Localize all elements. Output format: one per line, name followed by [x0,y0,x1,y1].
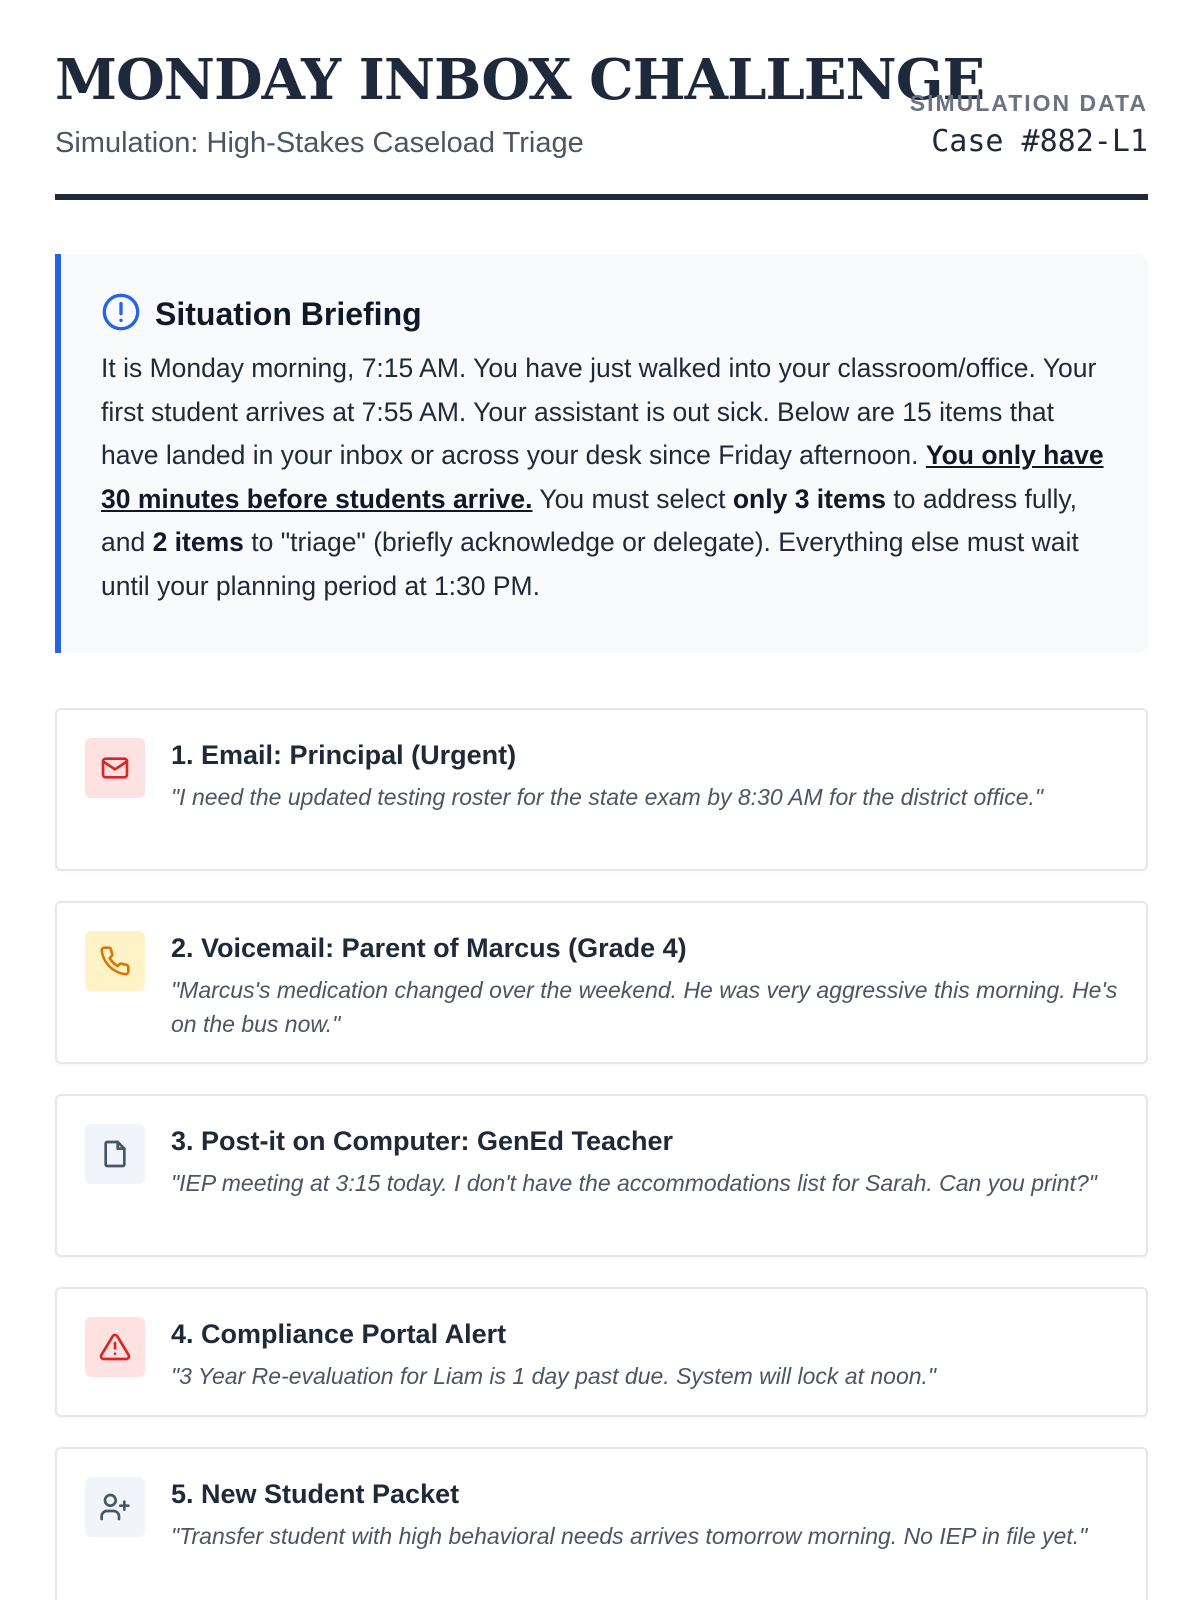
simulation-data-label: SIMULATION DATA [909,90,1148,116]
info-icon [101,292,141,337]
item-quote: "Marcus's medication changed over the weekend. He was very aggressive this morning. He's on the bus now." [171,977,1118,1037]
item-quote: "I need the updated testing roster for the state exam by 8:30 AM for the district office." [171,784,1044,810]
item-quote: "3 Year Re-evaluation for Liam is 1 day past due. System will lock at noon." [171,1363,937,1389]
briefing-text-part-3: to address fully, and [101,483,1078,557]
item-title: 3. Post-it on Computer: GenEd Teacher [171,1126,674,1156]
inbox-item-principal-email[interactable] [55,708,1148,871]
briefing-text-part-1: It is Monday morning, 7:15 AM. You have just walked into your classroom/office. Your first student arrives at 7:55 AM. Your assistant is out sick. Below are 15 items that have landed in your inbox or across your desk since Friday afternoon. [101,353,1097,470]
briefing-text [101,347,1112,608]
page-title: MONDAY INBOX CHALLENGE [55,47,985,113]
item-icon-badge [85,738,145,798]
page [55,0,1148,1549]
inbox-item-compliance-alert[interactable] [55,1287,1148,1417]
inbox-item-parent-voicemail[interactable] [55,901,1148,1064]
header-divider [55,194,1148,200]
item-icon-badge [85,1477,145,1537]
inbox-item-gened-postit[interactable] [55,1094,1148,1257]
item-title: 5. New Student Packet [171,1479,460,1509]
inbox-item-new-student-packet[interactable] [55,1447,1148,1600]
item-title: 4. Compliance Portal Alert [171,1319,507,1349]
briefing-text-part-2: You must select [532,483,733,514]
item-quote: "IEP meeting at 3:15 today. I don't have the accommodations list for Sarah. Can you print?" [171,1170,1097,1196]
case-id: Case #882-L1 [931,124,1148,159]
item-title: 2. Voicemail: Parent of Marcus (Grade 4) [171,933,687,963]
briefing-bold-full-items: only 3 items [732,483,887,514]
header [55,0,1148,200]
briefing-emphasis: You only have 30 minutes before students arrive. [101,440,1104,514]
mail-icon [99,752,131,784]
alert-triangle-icon [99,1331,131,1363]
briefing-bold-triage-items: 2 items [152,527,244,557]
briefing-title: Situation Briefing [155,295,422,332]
briefing-text-part-4: to "triage" (briefly acknowledge or delegate). Everything else must wait until your planning period at 1:30 PM. [101,527,1079,601]
user-plus-icon [99,1491,131,1523]
item-quote: "Transfer student with high behavioral needs arrives tomorrow morning. No IEP in file yet." [171,1523,1088,1549]
note-icon [99,1138,131,1170]
page-subtitle: Simulation: High-Stakes Caseload Triage [55,127,584,159]
item-icon-badge [85,1317,145,1377]
situation-briefing [55,254,1148,653]
item-title: 1. Email: Principal (Urgent) [171,740,517,770]
item-icon-badge [85,1124,145,1184]
phone-icon [99,945,131,977]
briefing-header [101,294,1112,334]
item-icon-badge [85,931,145,991]
